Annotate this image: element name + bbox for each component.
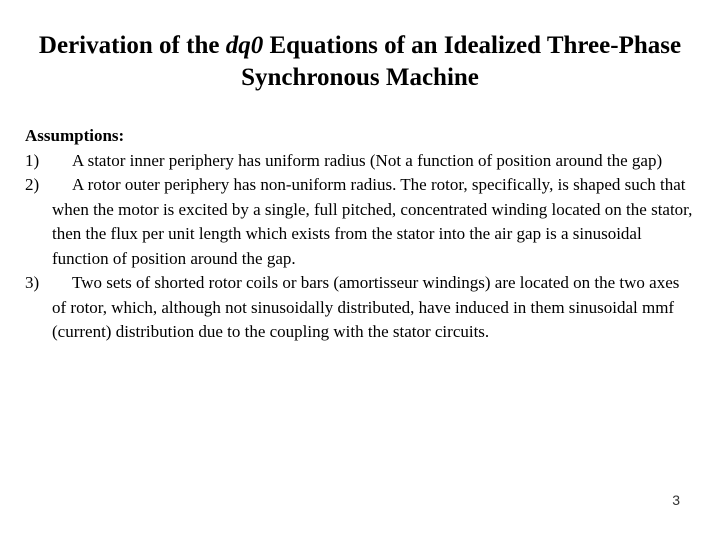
assumption-text: Two sets of shorted rotor coils or bars (amortisseur windings) are located on the two axes of rotor, which, although not sinusoidally distributed, have induced in them sinusoidal mmf (current) distribution due to the coupling with the stator circuits. [52,273,680,341]
slide-title-emphasis: dq0 [225,32,264,59]
assumption-text: A rotor outer periphery has non-uniform radius. The rotor, specifically, is shaped such that when the motor is excited by a single, full pitched, concentrated winding located on the stator, then the flux per unit length which exists from the stator into the air gap is a sinusoidal function of position around the gap. [52,175,693,268]
assumption-number: 3) [25,273,40,292]
assumptions-heading: Assumptions: [25,126,125,145]
assumption-item-1 [25,149,695,174]
assumption-number: 2) [25,175,40,194]
assumption-item-2 [25,173,695,271]
slide-body [25,124,695,345]
slide-title-part-1: Derivation of the [38,32,226,59]
assumption-text: A stator inner periphery has uniform radius (Not a function of position around the gap) [72,150,663,170]
slide-title [20,30,700,94]
slide-title-part-2: Equations of an Idealized Three-Phase Synchronous Machine [241,32,682,91]
assumption-number: 1) [25,150,40,170]
assumption-item-3 [25,271,695,345]
page-number: 3 [672,492,680,508]
